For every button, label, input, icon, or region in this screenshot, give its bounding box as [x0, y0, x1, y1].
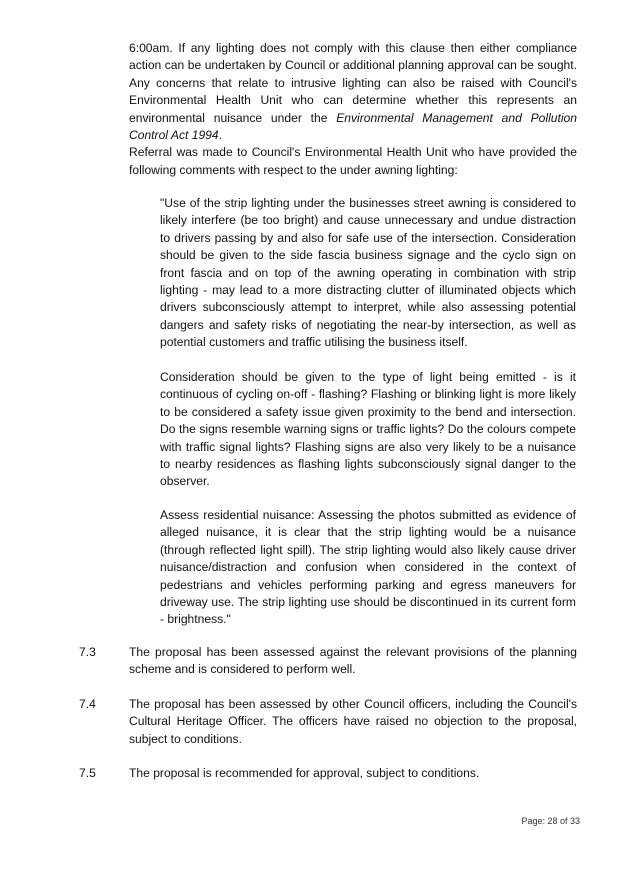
item-text: The proposal is recommended for approval, subject to conditions.	[129, 766, 480, 780]
intro-section	[129, 40, 577, 179]
item-number: 7.5	[79, 766, 96, 780]
item-text: The proposal has been assessed by other Council officers, including the Council's Cultural Heritage Officer. The officers have raised no objection to the proposal, subject to conditions.	[129, 697, 577, 746]
item-number: 7.3	[79, 645, 96, 659]
intro-paragraph-2: Referral was made to Council's Environmental Health Unit who have provided the following comments with respect to the under awning lighting:	[129, 145, 577, 177]
intro-paragraph-1-start: 6:00am. If any lighting does not comply with this clause then either compliance action can be undertaken by Council or additional planning approval can be sought. Any concerns that relate to intrusive lighting can also be raised with Council's Environmental Health Unit who can determine whether this represents an environmental nuisance under the	[129, 41, 577, 125]
quote-paragraph-1: "Use of the strip lighting under the businesses street awning is considered to likely interfere (be too bright) and cause unnecessary and undue distraction to drivers passing by and also for safe use of the intersection. Consideration should be given to the side fascia business signage and the cyclo sign on front fascia and on top of the awning operating in combination with strip lighting - may lead to a more distracting clutter of illuminated objects which drivers subconsciously attempt to interpret, while also assessing potential dangers and safety risks of negotiating the near-by intersection, as well as potential customers and traffic utilising the business itself.	[160, 196, 576, 350]
item-number: 7.4	[79, 697, 96, 711]
intro-paragraph-1-end: .	[218, 128, 223, 143]
intro-paragraph-1	[129, 40, 577, 144]
act-title: Environmental Management and Pollution Control Act 1994	[129, 110, 578, 143]
item-text: The proposal has been assessed against the relevant provisions of the planning scheme and is considered to perform well.	[129, 645, 577, 677]
page-number: Page: 28 of 33	[521, 816, 580, 826]
quote-paragraph-3: Assess residential nuisance: Assessing the photos submitted as evidence of alleged nuisance, it is clear that the strip lighting would be a nuisance (through reflected light spill). The strip lighting would also likely cause driver nuisance/distraction and confusion when considered in the context of pedestrians and vehicles performing parking and egress maneuvers for driveway use. The strip lighting use should be discontinued in its current form - brightness."	[160, 508, 576, 627]
quote-paragraph-2: Consideration should be given to the type of light being emitted - is it continuous of cycling on-off - flashing? Flashing or blinking light is more likely to be considered a safety issue given proximity to the bend and intersection. Do the signs resemble warning signs or traffic lights? Do the colours compete with traffic signal lights? Flashing signs are also very likely to be a nuisance to nearby residences as flashing lights subconsciously signal danger to the observer.	[160, 370, 576, 489]
